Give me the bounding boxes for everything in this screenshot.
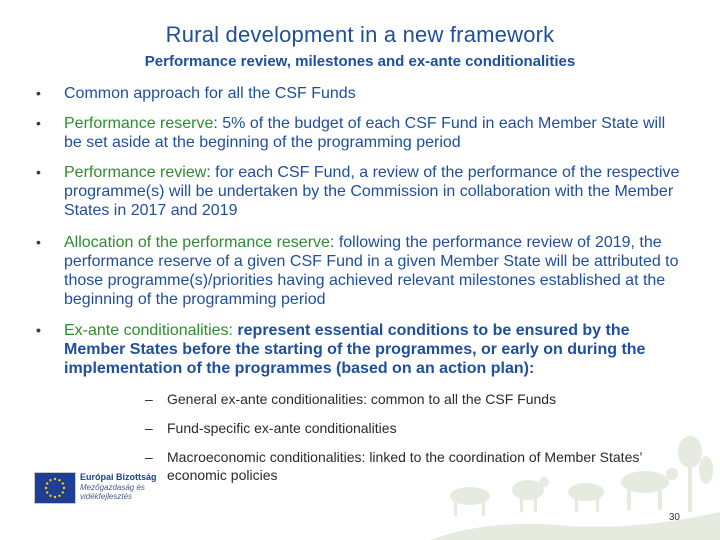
flag-star xyxy=(46,491,48,493)
bullet-text xyxy=(64,233,686,309)
bullet-marker: • xyxy=(36,115,41,131)
bullet-marker: • xyxy=(36,234,41,250)
sub-bullet-marker: – xyxy=(145,449,153,465)
bullet-item xyxy=(36,84,686,103)
bullet-body: represent essential conditions to be ensured by the Member States before the starting of the programmes, or early on during the implementation of the programmes (based on an action plan): xyxy=(64,322,646,377)
sub-bullet-text: Fund-specific ex-ante conditionalities xyxy=(167,420,397,436)
bullet-item xyxy=(36,114,686,152)
flag-star xyxy=(63,487,65,489)
bullet-text xyxy=(64,321,686,378)
flag-star xyxy=(54,478,56,480)
bullet-body: : for each CSF Fund, a review of the performance of the respective programme(s) will be undertaken by the Commission in collaboration with the Member States in 2017 and 2019 xyxy=(64,164,680,219)
eu-flag-icon xyxy=(34,472,76,504)
bullet-body: : following the performance review of 2019, the performance reserve of a given CSF Fund in a given Member State will be attributed to those programme(s)/priorities having achieved relevant milestones established at the beginning of the programming period xyxy=(64,234,679,308)
bullet-item xyxy=(36,233,686,309)
sub-bullet-marker: – xyxy=(145,391,153,407)
flag-star xyxy=(62,482,64,484)
flag-star xyxy=(49,479,51,481)
bullet-item xyxy=(36,321,686,378)
flag-star xyxy=(58,495,60,497)
page-number: 30 xyxy=(668,512,680,523)
logo-name: Európai Bizottság xyxy=(80,472,157,482)
logo-line: Mezőgazdaság és xyxy=(80,483,145,492)
page-title: Rural development in a new framework xyxy=(165,22,555,47)
bullet-highlight: Allocation of the performance reserve xyxy=(64,234,330,251)
flag-background xyxy=(35,473,75,503)
sub-bullet-text: General ex-ante conditionalities: common to all the CSF Funds xyxy=(167,391,557,407)
logo-department xyxy=(80,483,145,501)
page-subtitle: Performance review, milestones and ex-ante conditionalities xyxy=(144,53,576,70)
logo-line: vidékfejlesztés xyxy=(80,492,133,501)
rural-silhouette-decoration xyxy=(430,430,720,540)
bullet-item xyxy=(36,163,686,220)
bullet-marker: • xyxy=(36,85,41,101)
bullet-body: : 5% of the budget of each CSF Fund in each Member State will be set aside at the beginning of the programming period xyxy=(64,115,666,151)
flag-star xyxy=(62,491,64,493)
flag-star xyxy=(45,487,47,489)
sub-bullet-marker: – xyxy=(145,420,153,436)
flag-star xyxy=(54,496,56,498)
flag-star xyxy=(46,482,48,484)
bullet-text xyxy=(64,114,686,152)
bullet-text: Common approach for all the CSF Funds xyxy=(64,85,356,102)
bullet-text xyxy=(64,163,686,220)
bullet-highlight: Ex-ante conditionalities: xyxy=(64,322,233,339)
bullet-highlight: Performance review xyxy=(64,164,207,181)
flag-star xyxy=(58,479,60,481)
bullet-marker: • xyxy=(36,322,41,338)
sub-bullet-item xyxy=(145,390,675,408)
european-commission-logo xyxy=(34,470,159,508)
flag-star xyxy=(49,495,51,497)
sub-bullet-text: Macroeconomic conditionalities: linked to the coordination of Member States’ economic policies xyxy=(167,449,642,483)
bullet-highlight: Performance reserve xyxy=(64,115,214,132)
bullet-marker: • xyxy=(36,164,41,180)
